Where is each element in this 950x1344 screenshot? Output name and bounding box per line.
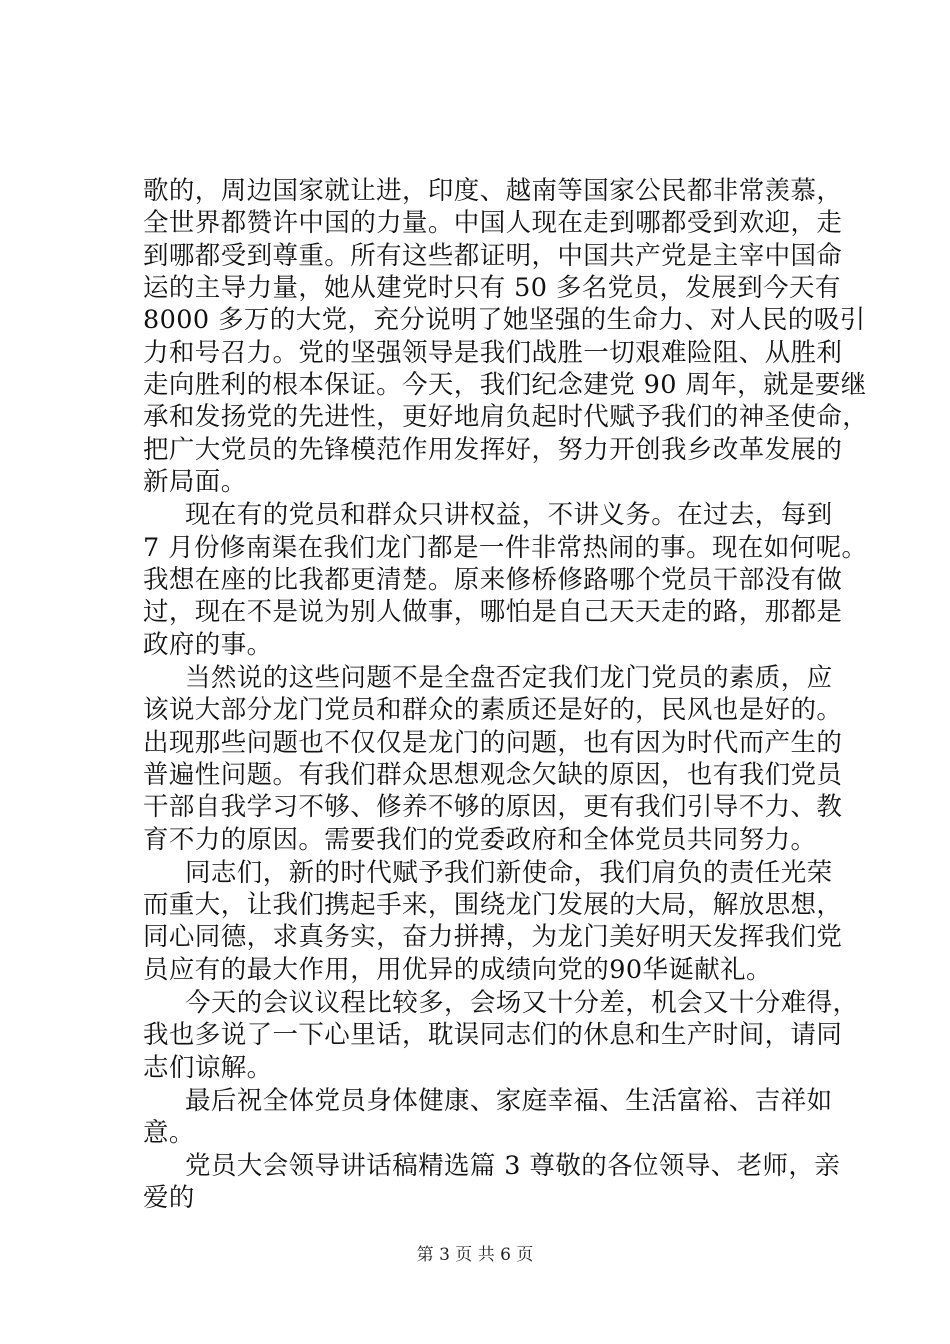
text-line: 而重大，让我们携起手来，围绕龙门发展的大局，解放思想， xyxy=(143,890,843,920)
paragraph-first-line: 最后祝全体党员身体健康、家庭幸福、生活富裕、吉祥如 xyxy=(185,1086,833,1116)
page-number-footer: 第 3 页 共 6 页 xyxy=(416,1245,534,1265)
text-line: 到哪都受到尊重。所有这些都证明，中国共产党是主宰中国命 xyxy=(143,241,843,271)
text-line: 政府的事。 xyxy=(143,630,273,660)
paragraph-first-line: 党员大会领导讲话稿精选篇 3 尊敬的各位领导、老师，亲 xyxy=(185,1151,841,1181)
text-line: 承和发扬党的先进性，更好地肩负起时代赋予我们的神圣使命， xyxy=(143,402,869,432)
text-line: 同心同德，求真务实，奋力拼搏，为龙门美好明天发挥我们党 xyxy=(143,922,843,952)
text-line: 8000 多万的大党，充分说明了她坚强的生命力、对人民的吸引 xyxy=(143,305,866,335)
text-line: 出现那些问题也不仅仅是龙门的问题，也有因为时代而产生的 xyxy=(143,728,843,758)
text-line: 过，现在不是说为别人做事，哪怕是自己天天走的路，那都是 xyxy=(143,597,843,627)
text-line: 该说大部分龙门党员和群众的素质还是好的，民风也是好的。 xyxy=(143,695,843,725)
paragraph-first-line: 今天的会议议程比较多，会场又十分差，机会又十分难得， xyxy=(185,988,859,1018)
text-line: 干部自我学习不够、修养不够的原因，更有我们引导不力、教 xyxy=(143,792,843,822)
text-line: 新局面。 xyxy=(143,467,247,497)
text-line: 爱的 xyxy=(143,1183,195,1213)
text-line: 意。 xyxy=(143,1118,195,1148)
text-line: 全世界都赞许中国的力量。中国人现在走到哪都受到欢迎，走 xyxy=(143,208,843,238)
text-line: 7 月份修南渠在我们龙门都是一件非常热闹的事。现在如何呢。 xyxy=(143,533,868,563)
text-line: 走向胜利的根本保证。今天，我们纪念建党 90 周年，就是要继 xyxy=(143,370,867,400)
text-line: 把广大党员的先锋模范作用发挥好，努力开创我乡改革发展的 xyxy=(143,435,843,465)
text-line: 普遍性问题。有我们群众思想观念欠缺的原因，也有我们党员 xyxy=(143,760,843,790)
text-line: 运的主导力量，她从建党时只有 50 多名党员，发展到今天有 xyxy=(143,273,841,303)
paragraph-first-line: 现在有的党员和群众只讲权益，不讲义务。在过去，每到 xyxy=(185,500,833,530)
paragraph-first-line: 同志们，新的时代赋予我们新使命，我们肩负的责任光荣 xyxy=(185,858,833,888)
paragraph-first-line: 当然说的这些问题不是全盘否定我们龙门党员的素质，应 xyxy=(185,663,833,693)
text-line: 育不力的原因。需要我们的党委政府和全体党员共同努力。 xyxy=(143,825,817,855)
text-line: 歌的，周边国家就让进，印度、越南等国家公民都非常羡慕， xyxy=(143,176,843,206)
text-line: 我也多说了一下心里话，耽误同志们的休息和生产时间，请同 xyxy=(143,1020,843,1050)
text-line: 员应有的最大作用，用优异的成绩向党的90华诞献礼。 xyxy=(143,955,772,985)
text-line: 志们谅解。 xyxy=(143,1053,273,1083)
text-line: 力和号召力。党的坚强领导是我们战胜一切艰难险阻、从胜利 xyxy=(143,338,843,368)
text-line: 我想在座的比我都更清楚。原来修桥修路哪个党员干部没有做 xyxy=(143,565,843,595)
